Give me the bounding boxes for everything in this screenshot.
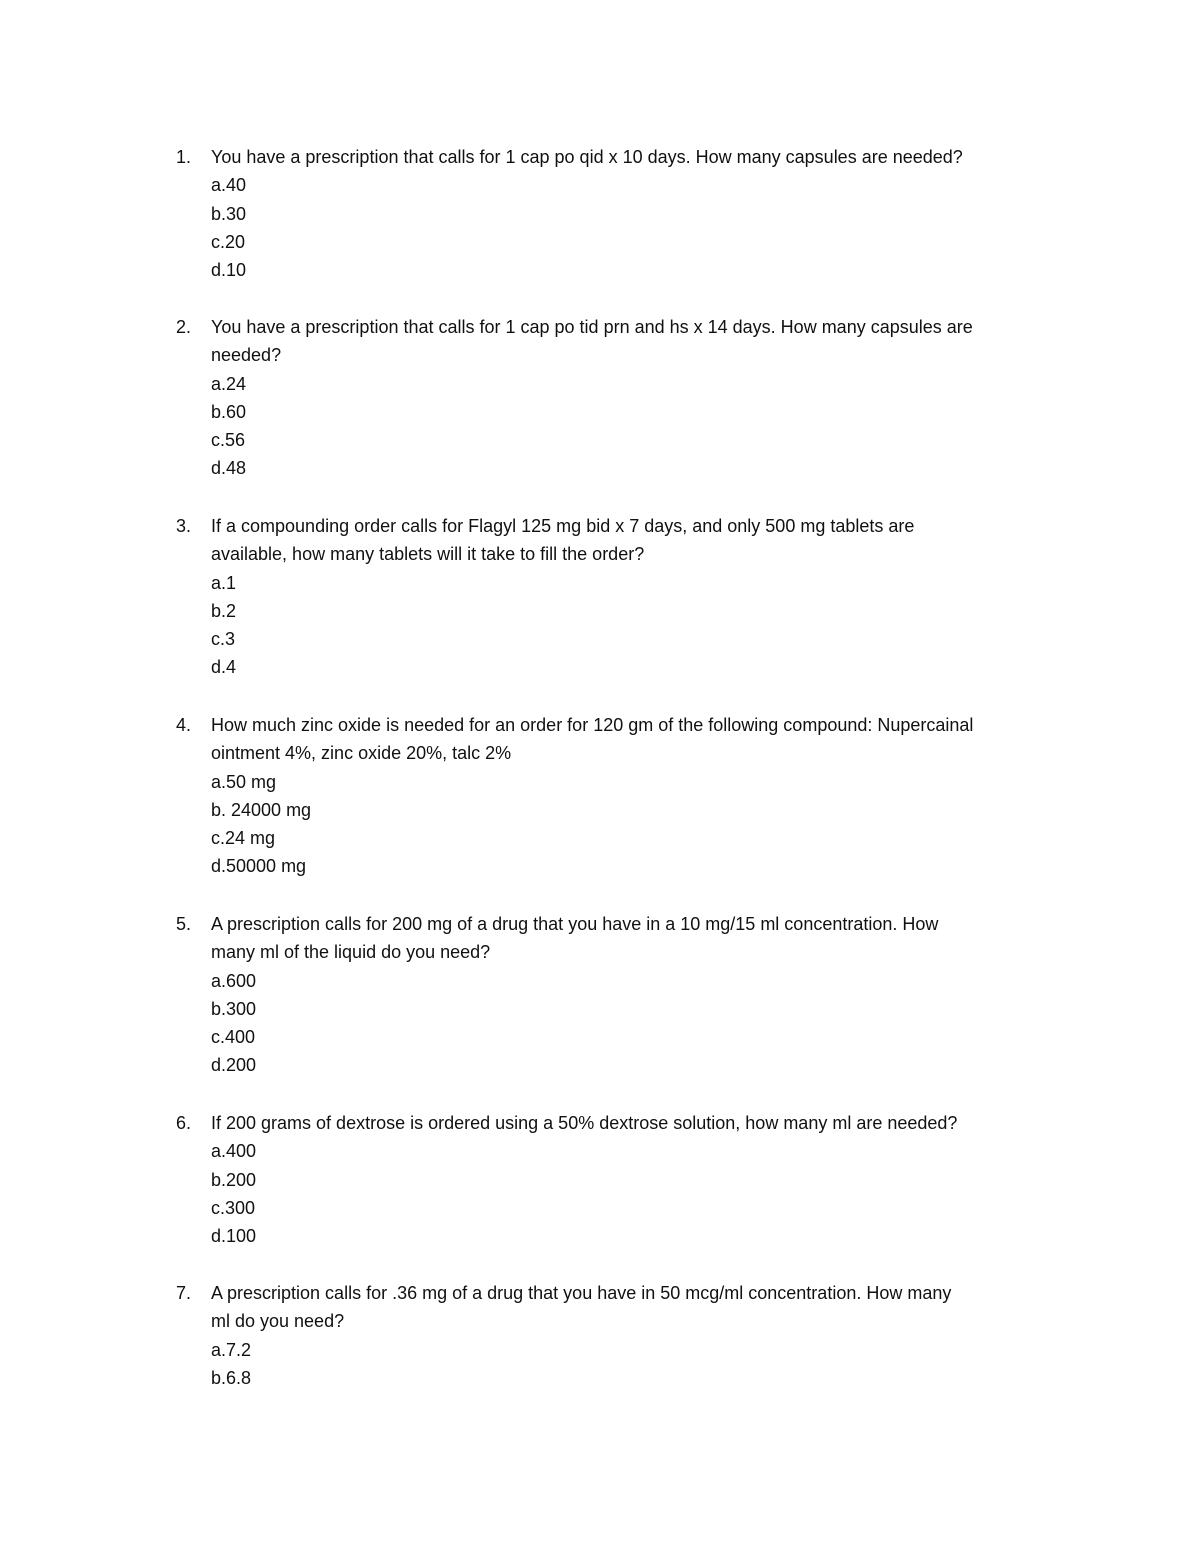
question-text: You have a prescription that calls for 1 cap po tid prn and hs x 14 days. How many capsules are bbox=[211, 317, 973, 337]
answer-option-b: b. 24000 mg bbox=[211, 799, 312, 820]
answer-option-b: b.300 bbox=[211, 998, 257, 1019]
answer-option-c: c.3 bbox=[211, 629, 236, 650]
answer-option-b: b.60 bbox=[211, 401, 247, 422]
answer-option-c: c.56 bbox=[211, 430, 246, 451]
question-body bbox=[211, 711, 1071, 881]
question-number: 7. bbox=[176, 1283, 192, 1303]
answer-option-c: c.20 bbox=[211, 231, 246, 252]
answer-option-d: d.4 bbox=[211, 657, 237, 678]
answer-option-a: a.50 mg bbox=[211, 771, 277, 792]
answer-option-c: c.300 bbox=[211, 1197, 256, 1218]
answer-option-b: b.2 bbox=[211, 600, 237, 621]
question-text: A prescription calls for 200 mg of a drug that you have in a 10 mg/15 ml concentration. How bbox=[211, 914, 939, 934]
question-text: ml do you need? bbox=[211, 1311, 345, 1332]
question-text: If a compounding order calls for Flagyl 125 mg bid x 7 days, and only 500 mg tablets are bbox=[211, 516, 915, 536]
question-text: You have a prescription that calls for 1 cap po qid x 10 days. How many capsules are needed? bbox=[211, 147, 963, 167]
question-body bbox=[211, 1279, 1071, 1392]
answer-option-c: c.24 mg bbox=[211, 828, 276, 849]
question-text: needed? bbox=[211, 345, 282, 366]
question-body bbox=[211, 1109, 1071, 1250]
answer-option-d: d.48 bbox=[211, 458, 247, 479]
answer-option-a: a.40 bbox=[211, 175, 247, 196]
question-number: 5. bbox=[176, 914, 192, 934]
answer-option-b: b.30 bbox=[211, 203, 247, 224]
answer-option-d: d.50000 mg bbox=[211, 856, 307, 877]
answer-option-a: a.600 bbox=[211, 970, 257, 991]
question-text: ointment 4%, zinc oxide 20%, talc 2% bbox=[211, 743, 512, 764]
question-number: 6. bbox=[176, 1113, 192, 1133]
answer-option-d: d.100 bbox=[211, 1226, 257, 1247]
question-text: How much zinc oxide is needed for an order for 120 gm of the following compound: Nupercainal bbox=[211, 715, 974, 735]
question-number: 4. bbox=[176, 715, 192, 735]
answer-option-c: c.400 bbox=[211, 1027, 256, 1048]
question-body bbox=[211, 512, 1071, 682]
question-text: available, how many tablets will it take to fill the order? bbox=[211, 544, 645, 565]
answer-option-b: b.200 bbox=[211, 1169, 257, 1190]
question-number: 2. bbox=[176, 317, 192, 337]
answer-option-b: b.6.8 bbox=[211, 1367, 252, 1388]
question-number: 3. bbox=[176, 516, 192, 536]
answer-option-d: d.200 bbox=[211, 1055, 257, 1076]
question-body bbox=[211, 143, 1071, 284]
question-text: many ml of the liquid do you need? bbox=[211, 942, 491, 963]
question-text: If 200 grams of dextrose is ordered using a 50% dextrose solution, how many ml are needed? bbox=[211, 1113, 958, 1133]
answer-option-d: d.10 bbox=[211, 260, 247, 281]
question-text: A prescription calls for .36 mg of a drug that you have in 50 mcg/ml concentration. How many bbox=[211, 1283, 952, 1303]
answer-option-a: a.24 bbox=[211, 373, 247, 394]
answer-option-a: a.7.2 bbox=[211, 1339, 252, 1360]
answer-option-a: a.1 bbox=[211, 572, 237, 593]
question-number: 1. bbox=[176, 147, 192, 167]
answer-option-a: a.400 bbox=[211, 1141, 257, 1162]
question-body bbox=[211, 910, 1071, 1080]
question-body bbox=[211, 313, 1071, 483]
